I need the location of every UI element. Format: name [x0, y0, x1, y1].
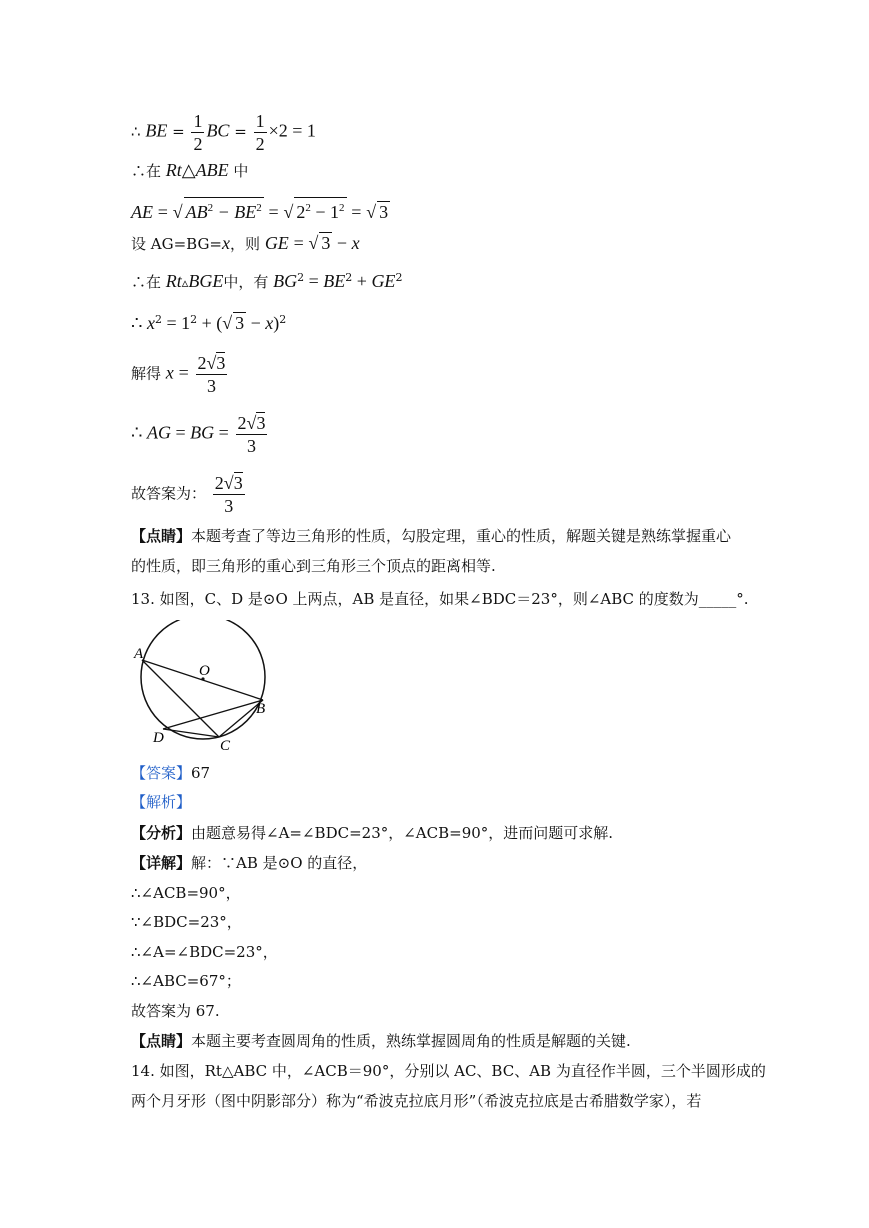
q12-answer: 故答案为： $\frac{2√3}{3}$ — [131, 473, 243, 516]
segment-dc — [163, 729, 219, 737]
label-d: D — [153, 730, 164, 746]
step-in-rt-abe: ∴在 Rt△ABE 中 — [131, 160, 249, 180]
q13-comment: 【点睛】本题主要考查圆周角的性质，熟练掌握圆周角的性质是解题的关键. — [131, 1032, 631, 1050]
step-be-value: ∴ BE = $\frac{1}{2}$ BC = $\frac{1}{2}$ ×2 = 1 — [131, 111, 316, 154]
q13-answer: 【答案】67 — [131, 764, 211, 782]
q13-step-2: ∵∠BDC=23°， — [131, 913, 242, 931]
q13-detail-intro: 【详解】解：∵AB 是⊙O 的直径， — [131, 854, 368, 872]
circle-figure — [125, 620, 285, 760]
label-c: C — [220, 738, 231, 754]
q14-line1: 14. 如图，Rt△ABC 中，∠ACB＝90°，分别以 AC、BC、AB 为直径作半圆，三个半圆形成的 — [131, 1062, 766, 1080]
step-in-rt-bge: ∴在 Rt▵BGE中，有 $BG^2 = BE^2 + GE^2$ — [131, 271, 403, 291]
label-o: O — [199, 663, 210, 679]
step-solve-x: 解得 x = $\frac{2√3}{3}$ — [131, 353, 226, 396]
label-b: B — [256, 701, 266, 717]
q12-comment-line2: 的性质，即三角形的重心到三角形三个顶点的距离相等. — [131, 557, 496, 575]
q12-comment-line1: 【点睛】本题考查了等边三角形的性质，勾股定理，重心的性质，解题关键是熟练掌握重心 — [131, 527, 732, 545]
q13-step-1: ∴∠ACB=90°， — [131, 884, 241, 902]
q13-step-3: ∴∠A=∠BDC=23°， — [131, 943, 278, 961]
step-equation: ∴ $x^2 = 1^2$ + (√ 3 − x)$^2$ — [131, 313, 287, 333]
step-ag-bg: ∴ AG = BG = $\frac{2√3}{3}$ — [131, 413, 266, 456]
label-a: A — [134, 646, 144, 662]
q13-analysis: 【分析】由题意易得∠A=∠BDC=23°，∠ACB=90°，进而问题可求解. — [131, 824, 614, 842]
segment-db — [163, 700, 266, 729]
q13-text: 13. 如图，C、D 是⊙O 上两点，AB 是直径，如果∠BDC＝23°，则∠ABC 的度数为_____°. — [131, 590, 749, 608]
q14-line2: 两个月牙形（图中阴影部分）称为“希波克拉底月形”（希波克拉底是古希腊数学家），若 — [131, 1092, 702, 1110]
q13-step-4: ∴∠ABC=67°； — [131, 972, 241, 990]
step-let-x: 设 AG=BG=x，则 GE = √ 3 − x — [131, 233, 360, 253]
q13-analysis-tag: 【解析】 — [131, 793, 192, 811]
step-ae-sqrt: AE = √ $AB^2 - BE^2$ = √ $2^2 - 1^2$ = √ 3 — [131, 197, 390, 223]
q13-conclusion: 故答案为 67. — [131, 1002, 220, 1020]
